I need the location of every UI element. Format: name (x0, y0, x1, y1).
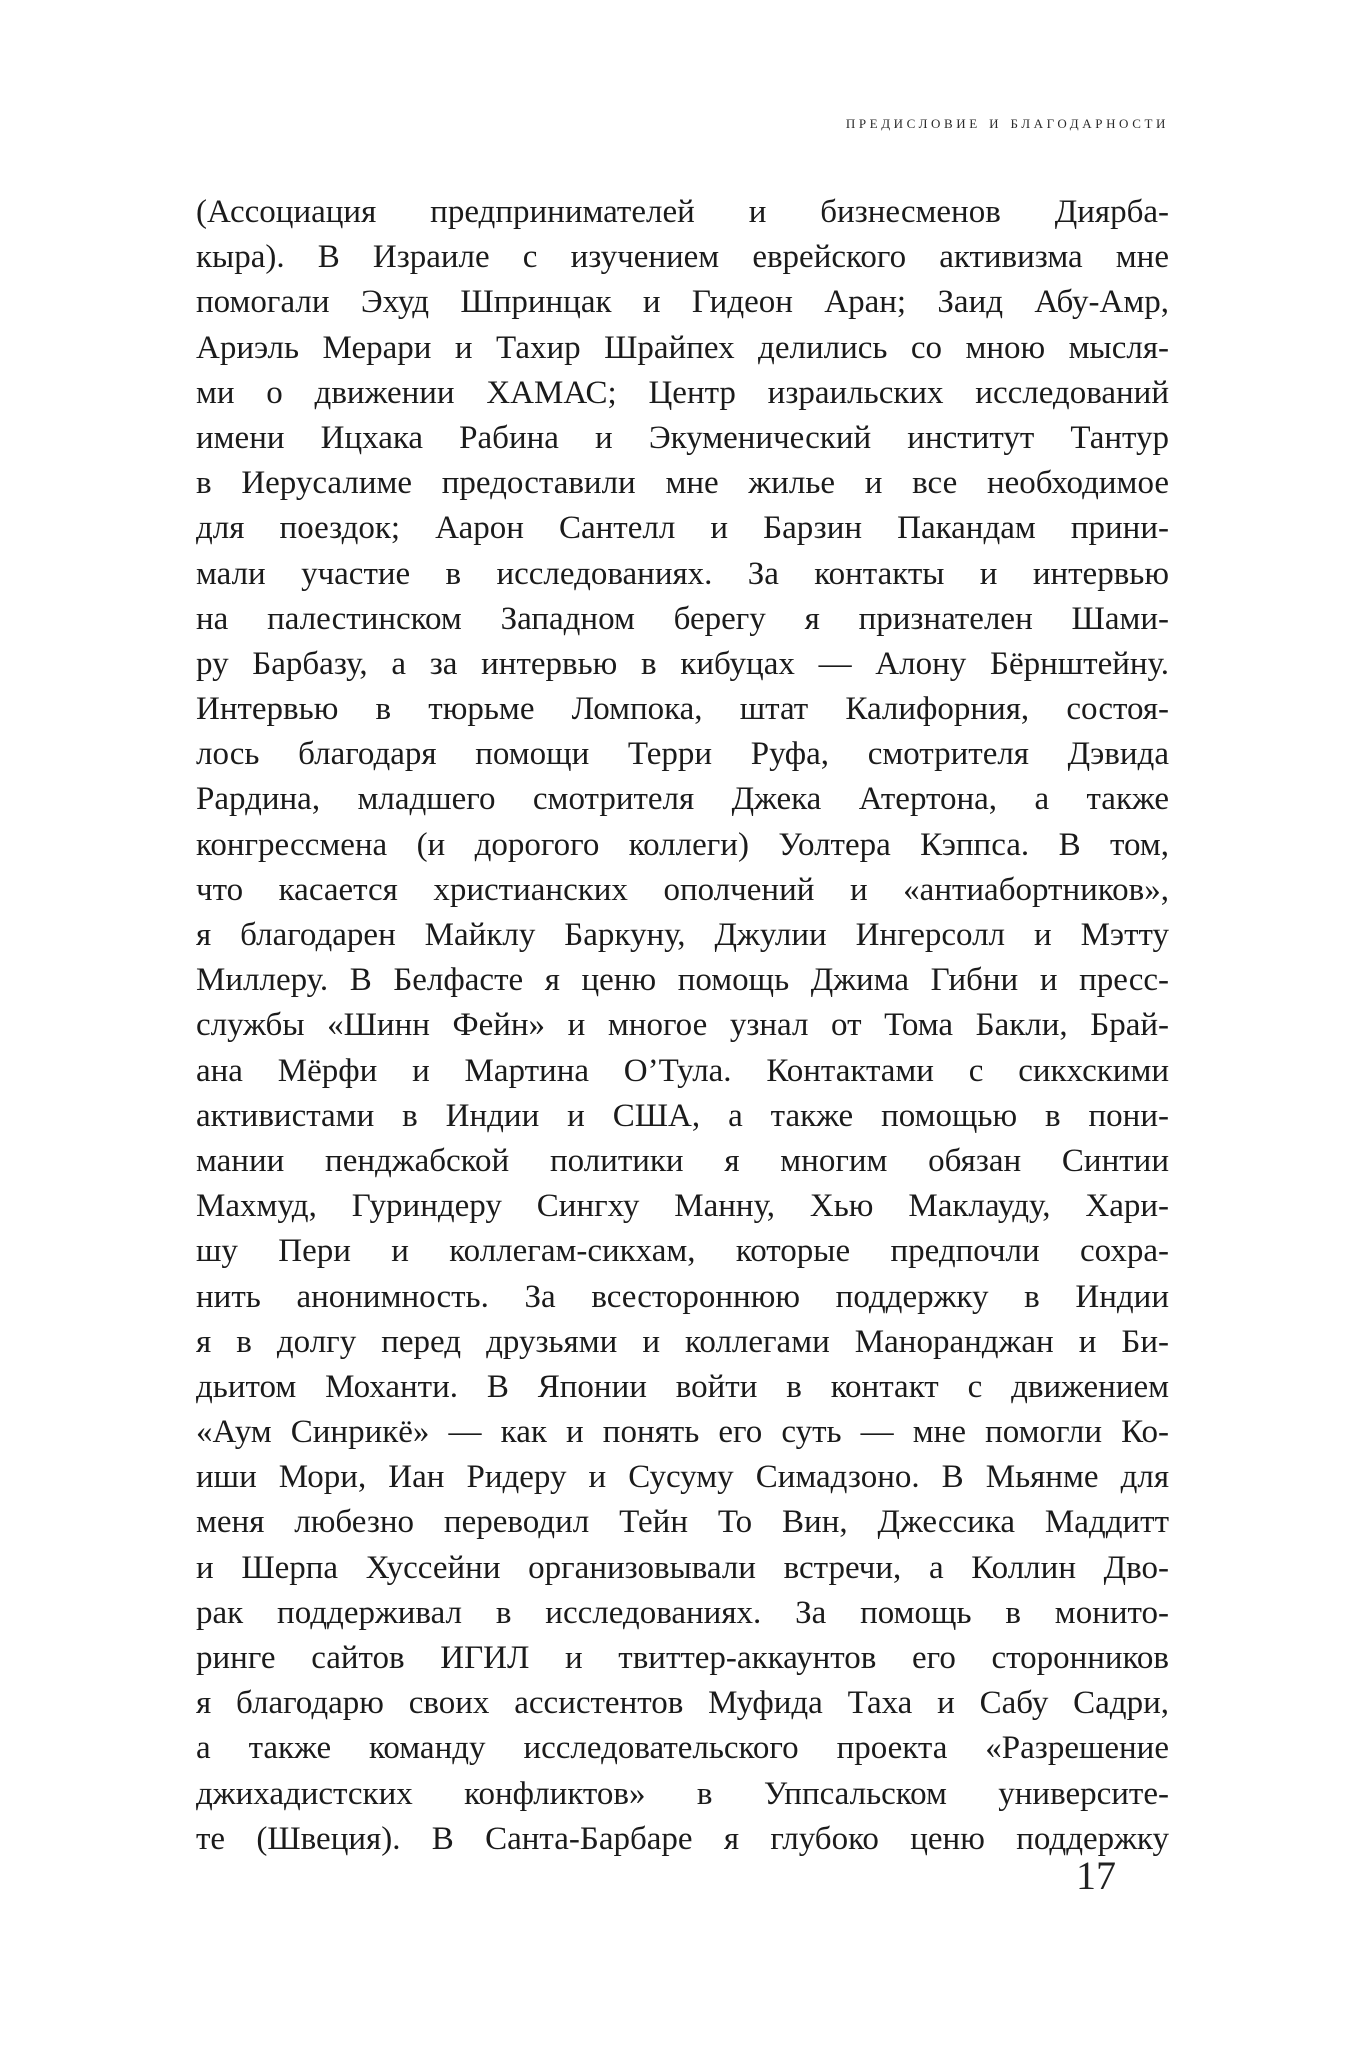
text-line: шу Пери и коллегам-сикхам, которые предпочли сохра- (196, 1233, 1169, 1270)
text-line: я благодарю своих ассистентов Муфида Таха и Сабу Садри, (196, 1685, 1169, 1722)
text-line: кыра). В Израиле с изучением еврейского активизма мне (196, 239, 1169, 276)
text-line: лось благодаря помощи Терри Руфа, смотрителя Дэвида (196, 736, 1169, 773)
running-head: предисловие и благодарности (845, 112, 1169, 133)
text-line: рак поддерживал в исследованиях. За помощь в монито- (196, 1594, 1169, 1631)
text-line: Ариэль Мерари и Тахир Шрайпех делились со мною мысля- (196, 329, 1169, 366)
text-line: (Ассоциация предпринимателей и бизнесменов Диярба- (196, 194, 1169, 230)
text-line: в Иерусалиме предоставили мне жилье и все необходимое (196, 465, 1169, 502)
text-line: Миллеру. В Белфасте я ценю помощь Джима Гибни и пресс- (196, 962, 1169, 999)
text-line: мании пенджабской политики я многим обязан Синтии (196, 1142, 1169, 1179)
text-line: джихадистских конфликтов» в Уппсальском университе- (196, 1775, 1169, 1812)
text-line: Интервью в тюрьме Ломпока, штат Калифорния, состоя- (196, 691, 1169, 728)
text-line: ру Барбазу, а за интервью в кибуцах — Алону Бёрнштейну. (196, 645, 1169, 682)
text-line: конгрессмена (и дорогого коллеги) Уолтера Кэппса. В том, (196, 826, 1169, 863)
text-line: помогали Эхуд Шпринцак и Гидеон Аран; Заид Абу-Амр, (196, 284, 1169, 321)
text-line: а также команду исследовательского проекта «Разрешение (196, 1730, 1169, 1767)
text-line: Рардина, младшего смотрителя Джека Атертона, а также (196, 781, 1169, 818)
text-line: нить анонимность. За всестороннюю поддержку в Индии (196, 1278, 1169, 1315)
text-line: службы «Шинн Фейн» и многое узнал от Тома Бакли, Брай- (196, 1007, 1169, 1044)
body-text (196, 190, 1169, 1862)
text-line: меня любезно переводил Тейн То Вин, Джессика Маддитт (196, 1504, 1169, 1541)
text-line: дьитом Моханти. В Японии войти в контакт с движением (196, 1368, 1169, 1405)
text-line: ана Мёрфи и Мартина О’Тула. Контактами с сикхскими (196, 1052, 1169, 1089)
text-line: имени Ицхака Рабина и Экуменический институт Тантур (196, 419, 1169, 456)
text-line: для поездок; Аарон Сантелл и Барзин Пакандам прини- (196, 510, 1169, 547)
text-line: иши Мори, Иан Ридеру и Сусуму Симадзоно. В Мьянме для (196, 1459, 1169, 1496)
text-line: что касается христианских ополчений и «антиабортников», (196, 871, 1169, 908)
text-line: активистами в Индии и США, а также помощью в пони- (196, 1097, 1169, 1134)
text-line: и Шерпа Хуссейни организовывали встречи, а Коллин Дво- (196, 1549, 1169, 1586)
text-line: ми о движении ХАМАС; Центр израильских исследований (196, 374, 1169, 411)
text-line: я благодарен Майклу Баркуну, Джулии Ингерсолл и Мэтту (196, 917, 1169, 953)
text-line: Махмуд, Гуриндеру Сингху Манну, Хью Маклауду, Хари- (196, 1188, 1169, 1225)
page-number: 17 (1076, 1853, 1116, 1898)
text-line: я в долгу перед друзьями и коллегами Маноранджан и Би- (196, 1323, 1169, 1360)
text-line: те (Швеция). В Санта-Барбаре я глубоко ценю поддержку (196, 1820, 1169, 1857)
text-line: на палестинском Западном берегу я признателен Шами- (196, 600, 1169, 637)
text-line: мали участие в исследованиях. За контакты и интервью (196, 555, 1169, 592)
text-line: «Аум Синрикё» — как и понять его суть — мне помогли Ко- (196, 1414, 1169, 1451)
text-line: ринге сайтов ИГИЛ и твиттер-аккаунтов его сторонников (196, 1640, 1169, 1676)
